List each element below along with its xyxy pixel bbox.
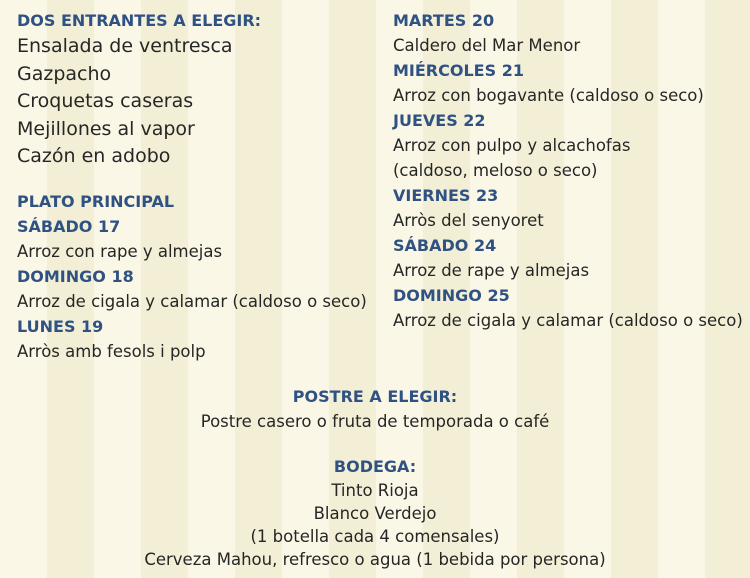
spacer <box>17 171 387 189</box>
day-heading: MARTES 20 <box>393 11 495 30</box>
postre-text: Postre casero o fruta de temporada o café <box>200 412 550 431</box>
day-dish: Caldero del Mar Menor <box>393 36 581 55</box>
entrante-item: Mejillones al vapor <box>17 117 195 140</box>
day-heading: LUNES 19 <box>17 316 104 336</box>
day-heading: SÁBADO 24 <box>393 236 497 255</box>
day-heading: VIERNES 23 <box>393 186 499 205</box>
day-dish: Arroz de cigala y calamar (caldoso o seco) <box>393 311 743 330</box>
day-heading: SÁBADO 17 <box>17 216 121 236</box>
day-dish: Arroz de rape y almejas <box>393 261 590 280</box>
day-heading: DOMINGO 18 <box>17 266 134 286</box>
entrante-item: Cazón en adobo <box>17 145 171 167</box>
bodega-heading: BODEGA: <box>333 457 417 476</box>
entrantes-heading: DOS ENTRANTES A ELEGIR: <box>17 11 262 30</box>
bodega-line: Tinto Rioja <box>331 481 419 500</box>
postre-heading: POSTRE A ELEGIR: <box>292 387 458 406</box>
entrante-item: Ensalada de ventresca <box>17 35 233 57</box>
day-heading: DOMINGO 25 <box>393 286 510 305</box>
bodega-section <box>0 455 750 571</box>
entrante-item: Croquetas caseras <box>17 90 194 112</box>
day-heading: JUEVES 22 <box>393 111 486 130</box>
day-dish: Arroz con rape y almejas <box>17 241 223 261</box>
bodega-line: Cerveza Mahou, refresco o agua (1 bebida por persona) <box>144 550 606 569</box>
day-dish-continued: (caldoso, meloso o seco) <box>393 161 598 180</box>
day-dish: Arròs amb fesols i polp <box>17 341 206 361</box>
day-dish: Arroz con pulpo y alcachofas <box>393 136 631 155</box>
right-column <box>393 8 748 333</box>
day-dish: Arroz con bogavante (caldoso o seco) <box>393 86 704 105</box>
principal-heading: PLATO PRINCIPAL <box>17 191 175 211</box>
left-column <box>17 8 387 364</box>
day-heading: MIÉRCOLES 21 <box>393 61 524 80</box>
bodega-line: (1 botella cada 4 comensales) <box>250 527 500 546</box>
bodega-line: Blanco Verdejo <box>313 504 437 523</box>
day-dish: Arroz de cigala y calamar (caldoso o seco) <box>17 291 367 311</box>
entrante-item: Gazpacho <box>17 62 112 85</box>
day-dish: Arròs del senyoret <box>393 211 544 230</box>
postre-section <box>0 384 750 434</box>
